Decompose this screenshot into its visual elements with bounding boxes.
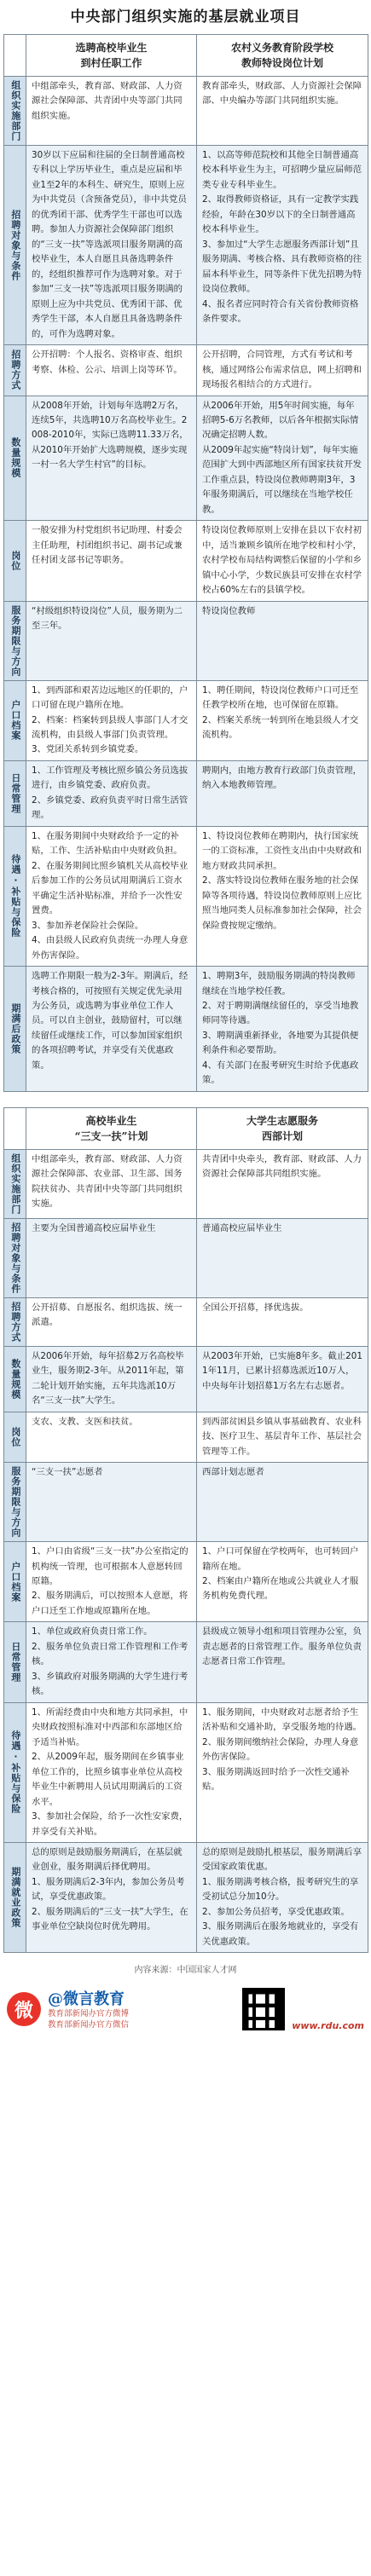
table-row: [4, 967, 368, 1092]
row-label: 服务期限与方向: [4, 1463, 26, 1542]
table-cell-right: 1、以高等师范院校和其他全日制普通高校本科毕业生为主，可招聘少量应届师范类专业专科毕业生。 2、取得教师资格证，具有一定教学实践经验，年龄在30岁以下的全日制普通高校本科毕业生。 3、参加过“大学生志愿服务西部计划”且服务期满、考核合格、具有教师资格的往届本科毕业生，同等条件下优先招聘为特设岗位教师。 4、报名者应同时符合有关省份教师资格条件要求。: [197, 146, 368, 345]
table-cell-right: 到西部贫困县乡镇从事基础教育、农业科技、医疗卫生、基层青年工作、基层社会管理等工作。: [197, 1412, 368, 1462]
table-cell-right: 普通高校应届毕业生: [197, 1218, 368, 1297]
site-watermark: www.rdu.com: [292, 2020, 364, 2032]
table-cell-left: 中组部牵头，教育部、财政部、人力资源社会保障部、共青团中央等部门共同组织实施。: [26, 77, 197, 146]
table-cell-left: 1、工作管理及考核比照乡镇公务员选拔进行，由乡镇党委、政府负责。 2、乡镇党委、政府负责平时日常生活管理。: [26, 760, 197, 826]
table-cell-right: 1、服务期间，中央财政对志愿者给予生活补贴和交通补助，享受服务地的待遇。 2、服务期间缴纳社会保险，办理人身意外伤害保险。 3、服务期满返回时给予一次性交通补贴。: [197, 1702, 368, 1842]
table-row: [4, 1149, 368, 1218]
table-row: [4, 345, 368, 396]
table-cell-left: 30岁以下应届和往届的全日制普通高校专科以上学历毕业生，重点是应届和毕业1至2年的本科生、研究生，原则上应为中共党员（含预备党员），非中共党员的优秀团干部、优秀学生干部也可以选聘。参加人力资源社会保障部门组织的“三支一扶”等选派项目服务期满的高校毕业生，本人自愿且具备选聘条件的，经组织推荐可作为选聘对象。对于参加“三支一扶”等选派项目服务期满的原则上应为中共党员、优秀团干部、优秀学生干部，本人自愿且具备选聘条件的，可作为选聘对象。: [26, 146, 197, 345]
column-header-special-teacher: 农村义务教育阶段学校 教师特设岗位计划: [197, 35, 368, 77]
page-title: 中央部门组织实施的基层就业项目: [70, 9, 301, 26]
table-cell-left: “三支一扶”志愿者: [26, 1463, 197, 1542]
row-label: 户口档案: [4, 680, 26, 760]
table1-body: [4, 77, 368, 1092]
table-cell-right: 从2003年开始，已实施8年多。截止2011年11月，已累计招募选派近10万人，中央每年计划招募1万名左右志愿者。: [197, 1346, 368, 1412]
table-row: [4, 396, 368, 521]
table-row: [4, 680, 368, 760]
source-credit: 内容来源：中国国家人才网: [134, 1966, 237, 1976]
table-cell-right: 1、户口可保留在学校两年，也可转回户籍所在地。 2、档案由户籍所在地或公共就业人才服务机构免费代理。: [197, 1542, 368, 1622]
row-label: 待遇·补贴与保险: [4, 1702, 26, 1842]
row-label: 服务期限与方向: [4, 601, 26, 680]
table-row: [4, 1622, 368, 1702]
table-cell-left: 从2006年开始，每年招募2万名高校毕业生，服务期2-3年。从2011年起，第二轮计划开始实施，五年共选派10万名“三支一扶”大学生。: [26, 1346, 197, 1412]
table-cell-left: 总的原则是鼓励服务期满后，在基层就业创业，服务期满后择优聘用。 1、服务期满后2-3年内，参加公务员考试，享受优惠政策。 2、服务期满后的“三支一扶”大学生，在事业单位空缺岗位时优先聘用。: [26, 1842, 197, 1952]
row-label: 日常管理: [4, 1622, 26, 1702]
table-row: [4, 1346, 368, 1412]
table-cell-right: 1、特设岗位教师在聘期内，执行国家统一的工资标准，工资性支出由中央财政和地方财政共同承担。 2、落实特设岗位教师在服务地的社会保障等各项待遇，特设岗位教师原则上应比照当地同类人员标准参加社会保障，社会保险费按规定缴纳。: [197, 826, 368, 966]
row-label: 招聘方式: [4, 345, 26, 396]
table-cell-left: 选聘工作期限一般为2-3年。期满后，经考核合格的，可按照有关规定优先录用为公务员，或选聘为事业单位工作人员。可以自主创业，鼓励留村，可以继续留任或继续工作，可以参加国家组织的各项招聘考试，并享受有关优惠政策。: [26, 967, 197, 1092]
table-cell-left: 从2008年开始，计划每年选聘2万名，连续5年，共选聘10万名高校毕业生。2008-2010年，实际已选聘11.33万名，从2010年开始扩大选聘规模，逐步实现一村一名大学生村官”的目标。: [26, 396, 197, 521]
row-label: 岗位: [4, 521, 26, 601]
table-row: [4, 1542, 368, 1622]
row-label: 招聘对象与条件: [4, 1218, 26, 1297]
table-row: [4, 146, 368, 345]
table-cell-left: 1、到西部和艰苦边远地区的任职的，户口可留在现户籍所在地。 2、档案：档案转到县级人事部门人才交流机构，由县级人事部门负责管理。 3、党团关系转到乡镇党委。: [26, 680, 197, 760]
table-row: [4, 1702, 368, 1842]
row-label: 期满后政策: [4, 967, 26, 1092]
table-cell-right: 1、聘任期间，特设岗位教师户口可迁至任教学校所在地，也可保留在原籍。 2、档案关系统一转到所在地县级人才交流机构。: [197, 680, 368, 760]
row-label: 组织实施部门: [4, 77, 26, 146]
table-row: [4, 826, 368, 966]
row-label: 岗位: [4, 1412, 26, 1462]
weibo-logo-icon: 微: [7, 1992, 41, 2026]
table-cell-left: 中组部牵头，教育部、财政部、人力资源社会保障部、农业部、卫生部、国务院扶贫办、共青团中央等部门共同组织实施。: [26, 1149, 197, 1218]
table-cell-right: 聘期内，由地方教育行政部门负责管理，纳入本地教师管理。: [197, 760, 368, 826]
brand-block: [48, 1987, 235, 2031]
table-row: [4, 1218, 368, 1297]
row-label: 待遇·补贴与保险: [4, 826, 26, 966]
table-cell-right: 教育部牵头，财政部、人力资源社会保障部、中央编办等部门共同组织实施。: [197, 77, 368, 146]
row-label: 组织实施部门: [4, 1149, 26, 1218]
row-label: 户口档案: [4, 1542, 26, 1622]
table-cell-right: 公开招聘，合同管理，方式有考试和考核，通过网络公布需求信息，网上招聘和现场报名相结合的方式进行。: [197, 345, 368, 396]
table-cell-right: 特设岗位教师: [197, 601, 368, 680]
brand-name: @微言教育: [48, 1990, 125, 2009]
brand-line-weibo: 教育部新闻办官方微博: [48, 2009, 130, 2019]
column-header-three-supports: 高校毕业生 “三支一扶”计划: [26, 1107, 197, 1149]
table-row: [4, 601, 368, 680]
row-label: 日常管理: [4, 760, 26, 826]
table-cell-left: 1、户口由省级“三支一扶”办公室指定的机构统一管理，也可根据本人意愿转回原籍。 2、服务期满后，可以按照本人意愿，将户口迁至工作地或原籍所在地。: [26, 1542, 197, 1622]
table-cell-left: 公开招募、自愿报名、组织选拔、统一派遣。: [26, 1297, 197, 1346]
table-cell-right: 全国公开招募，择优选拔。: [197, 1297, 368, 1346]
section-gap: [0, 1092, 371, 1107]
table-cell-right: 西部计划志愿者: [197, 1463, 368, 1542]
table-cell-left: 主要为全国普通高校应届毕业生: [26, 1218, 197, 1297]
table2-body: [4, 1149, 368, 1952]
table-row: [4, 1412, 368, 1462]
table-cell-right: 总的原则是鼓励扎根基层，服务期满后享受国家政策优惠。 1、服务期满考核合格，报考研究生的享受初试总分加10分。 2、参加公务员招考，享受优惠政策。 3、服务期满后在服务地就业的，享受有关优惠政策。: [197, 1842, 368, 1952]
row-label: 招聘对象与条件: [4, 146, 26, 345]
table-cell-left: 支农、支教、支医和扶贫。: [26, 1412, 197, 1462]
qr-code-icon[interactable]: [242, 1988, 285, 2030]
table-row: [4, 1842, 368, 1952]
table-rural-projects-part1: [3, 34, 368, 1092]
corner-cell: [4, 1107, 26, 1149]
table-cell-left: 1、在服务期间中央财政给予一定的补贴，工作、生活补贴由中央财政负担。 2、在服务期间比照乡镇机关从高校毕业后参加工作的公务员试用期满后工资水平确定生活补贴标准，并给予一次性安置费。 3、参加养老保险社会保险。 4、由县级人民政府负责统一办理人身意外伤害保险。: [26, 826, 197, 966]
table-rural-projects-part2: [3, 1107, 368, 1953]
row-label: 数量规模: [4, 1346, 26, 1412]
table-cell-right: 特设岗位教师原则上安排在县以下农村初中，适当兼顾乡镇所在地学校和村小学，农村学校布局结构调整后保留的小学和乡镇中心小学，少数民族县可安排在农村学校占60%左右的县镇学校。: [197, 521, 368, 601]
table-cell-right: 共青团中央牵头，教育部、财政部、人力资源社会保障部共同组织实施。: [197, 1149, 368, 1218]
column-header-village-official: 选聘高校毕业生 到村任职工作: [26, 35, 197, 77]
footer-brand-bar: [0, 1984, 371, 2035]
brand-line-wechat: 教育部新闻办官方微信: [48, 2020, 130, 2030]
row-label: 招聘方式: [4, 1297, 26, 1346]
row-label: 数量规模: [4, 396, 26, 521]
column-header-western-volunteer: 大学生志愿服务 西部计划: [197, 1107, 368, 1149]
table-cell-left: 1、所需经费由中央和地方共同承担，中央财政按照标准对中西部和东部地区给予适当补贴。 2、从2009年起，服务期间在乡镇事业单位工作的，比照乡镇事业单位从高校毕业生中新聘用人员试用期满后的工资水平。 3、参加社会保险，给予一次性安家费，并享受有关补贴。: [26, 1702, 197, 1842]
table-cell-right: 1、聘期3年，鼓励服务期满的特岗教师继续在当地学校任教。 2、对于聘期满继续留任的，享受当地教师同等待遇。 3、聘期满重新择业，各地要为其提供便利条件和必要帮助。 4、有关部门在报考研究生时给予优惠政策。: [197, 967, 368, 1092]
table-row: [4, 77, 368, 146]
table-row: [4, 1463, 368, 1542]
corner-cell: [4, 35, 26, 77]
table-cell-right: 县级成立领导小组和项目管理办公室，负责志愿者的日常管理工作。服务单位负责志愿者日常工作管理。: [197, 1622, 368, 1702]
table-row: [4, 760, 368, 826]
table-cell-left: 一般安排为村党组织书记助理、村委会主任助理，村团组织书记、副书记或兼任村团支部书记等职务。: [26, 521, 197, 601]
table-cell-left: “村级组织特设岗位”人员，服务期为二至三年。: [26, 601, 197, 680]
row-label: 期满就业政策: [4, 1842, 26, 1952]
table-row: [4, 521, 368, 601]
table-cell-left: 1、单位或政府负责日常工作。 2、服务单位负责日常工作管理和工作考核。 3、乡镇政府对服务期满的大学生进行考核。: [26, 1622, 197, 1702]
table-cell-right: 从2006年开始，用5年时间实施，每年招聘5-6万名教师，以后各年根据实际情况确定招聘人数。 从2009年起实施“特岗计划”，每年实施范围扩大到中西部地区所有国家扶贫开发工作重点县，特设岗位教师聘期3年，3年服务期满后，可以继续在当地学校任教。: [197, 396, 368, 521]
table-row: [4, 1297, 368, 1346]
table-cell-left: 公开招聘：个人报名、资格审查、组织考察、体检、公示、培训上岗等环节。: [26, 345, 197, 396]
